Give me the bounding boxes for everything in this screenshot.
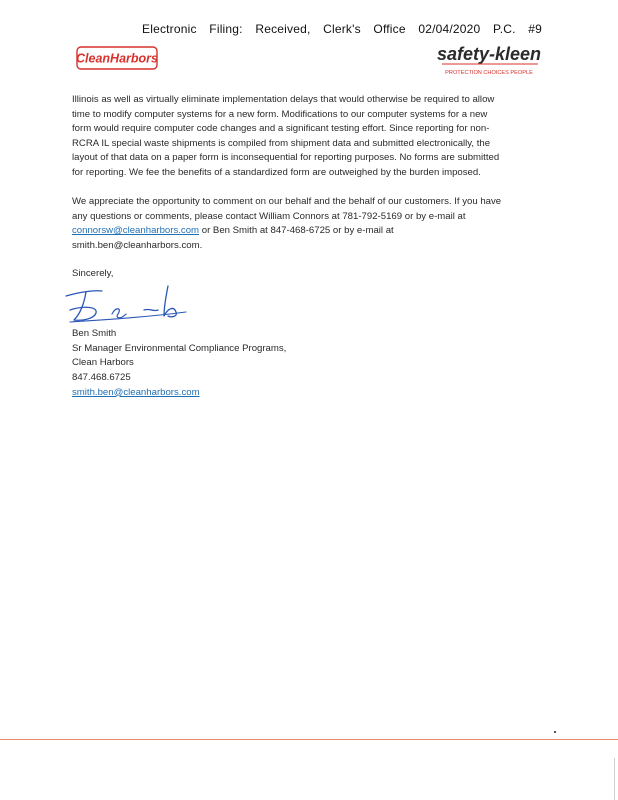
paragraph-2-line: We appreciate the opportunity to comment on our behalf and the behalf of our customers. If you have [72,196,502,207]
stamp-date: 02/04/2020 [418,22,481,36]
stamp-pc: P.C. [493,22,516,36]
paragraph-2-line [72,224,542,239]
page-edge-line [614,758,615,800]
signature [60,282,190,326]
paragraph-1-line: layout of that data on a paper form is inconsequential for reporting purposes. No forms are submitted [72,152,500,164]
signer-company: Clean Harbors [72,357,134,369]
paragraph-1-line: RCRA IL special waste shipments is compiled from shipment data and submitted electronically, the [72,137,491,149]
filing-stamp [142,22,542,36]
stamp-word-filing: Filing: [209,22,243,36]
paragraph-2 [72,195,542,253]
signer-name: Ben Smith [72,328,117,339]
connors-email-link[interactable]: connorsw@cleanharbors.com [72,225,200,237]
stamp-word-electronic: Electronic [142,22,197,36]
footer-rule [0,739,618,740]
stray-mark [554,731,556,733]
closing: Sincerely, [72,268,114,279]
safety-kleen-logo [436,40,542,78]
signer-email-link[interactable]: smith.ben@cleanharbors.com [72,386,200,398]
paragraph-2-line: any questions or comments, please contact William Connors at 781-792-5169 or by e-mail at [72,210,466,222]
signer-title: Sr Manager Environmental Compliance Programs, [72,342,287,354]
paragraph-1-line: Illinois as well as virtually eliminate implementation delays that would otherwise be required to allow [72,94,495,105]
paragraph-2-line-rest: or Ben Smith at 847-468-6725 or by e-mail at [199,225,394,237]
paragraph-1-line: form would require computer code changes and a significant testing effort. Since reporting for non- [72,123,490,135]
safety-kleen-logo-text: safety-kleen [436,44,542,64]
signer-phone: 847.468.6725 [72,372,131,384]
paragraph-1 [72,93,542,181]
safety-kleen-tagline: PROTECTION CHOICES PEOPLE [445,70,533,76]
paragraph-1-line: for reporting. We fee the benefits of a standardized form are outweighed by the burden imposed. [72,166,481,178]
stamp-word-office: Office [373,22,406,36]
clean-harbors-logo-text: CleanHarbors [76,51,158,66]
paragraph-2-line: smith.ben@cleanharbors.com. [72,239,203,251]
stamp-pc-number: #9 [528,22,542,36]
clean-harbors-logo [76,46,158,70]
stamp-word-received: Received, [255,22,311,36]
paragraph-1-line: time to modify computer systems for a new form. Modifications to our computer systems for a new [72,108,488,120]
stamp-word-clerks: Clerk's [323,22,361,36]
signature-block [72,327,286,401]
